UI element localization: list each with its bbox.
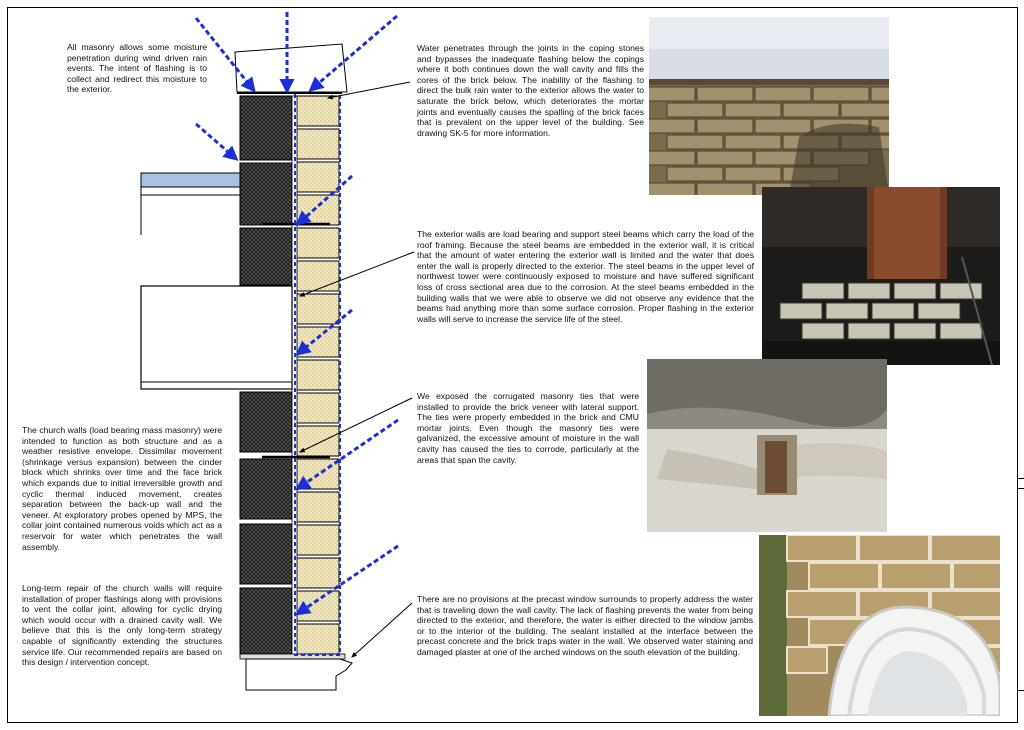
photo-arched-window (759, 535, 1000, 716)
photo-steel-beam (762, 187, 1000, 365)
steel-beam-box (141, 286, 292, 389)
cmu-block (240, 96, 292, 160)
note-long-term-repair: Long-term repair of the church walls will require installation of proper flashings along with provisions to vent the collar joint, allowing for cyclic drying which would occur with a drained cavity wall. We believe that this is the only long-term strategy capable of significantly extending the structures service life. Our recommended repairs are based on this design / intervention concept. (22, 583, 222, 668)
photo-masonry-ties (647, 359, 887, 532)
roof-band (141, 173, 240, 187)
note-masonry-ties: We exposed the corrugated masonry ties that were installed to provide the brick veneer with lateral support. The ties were properly embedded in the brick and CMU mortar joints. Even though the masonry ties were galvanized, the excessive amount of moisture in the wall cavity has caused the ties to corrode, particularly at the areas that span the cavity. (417, 391, 639, 465)
cmu-block (240, 524, 292, 584)
coping-stone (235, 44, 347, 92)
note-church-walls: The church walls (load bearing mass masonry) were intended to function as both structure and as a weather resistive envelope. Dissimilar movement (shrinkage versus expansion) between the cinder block which shrinks over time and the face brick which expands due to initial irreversible growth and cyclic thermal induced movement, creates separation between the back-up wall and the veneer. At exploratory probes opened by MPS, the collar joint contained numerous voids which act as a reservoir for water which penetrates the wall assembly. (22, 425, 222, 552)
photo-coping-brick (649, 17, 889, 195)
cmu-block (240, 228, 292, 285)
cmu-block (240, 392, 292, 452)
note-steel-beams: The exterior walls are load bearing and support steel beams which carry the load of the roof framing. Because the steel beams are embedded in the exterior wall, it is critical that the amount of water entering the exterior wall is limited and the water that does enter the wall is properly directed to the exterior. The steel beams in the upper level of northwest tower were continuously exposed to moisture and have suffered significant loss of cross sectional area due to the corrosion. At the steel beams embedded in the building walls that we were able to observe we did not observe any evidence that the beams had anything more than some surface corrosion. Proper flashing in the exterior walls will serve to increase the service life of the steel. (417, 229, 754, 324)
note-coping-water: Water penetrates through the joints in the coping stones and bypasses the inadequate flashing below the copings where it both continues down the wall cavity and fills the cores of the brick below. The inability of the flashing to direct the bulk rain water to the exterior allows the water to saturate the brick below, which deteriorates the mortar joints and eventually causes the spalling of the brick faces that is prevalent on the upper level of the building. See drawing SK-5 for more information. (417, 43, 644, 138)
note-masonry-moisture: All masonry allows some moisture penetration during wind driven rain events. The intent of flashing is to collect and redirect this moisture to the exterior. (67, 42, 207, 95)
cmu-block (240, 459, 292, 519)
cmu-block (240, 588, 292, 654)
note-precast-window: There are no provisions at the precast window surrounds to properly address the water that is traveling down the wall cavity. The lack of flashing prevents the water from being directed to the exterior, and therefore, the water is either directed to the window jambs or to the interior of the building. The sealant installed at the interface between the precast concrete and the brick traps water in the wall. We observed water staining and damaged plaster at one of the arched windows on the south elevation of the building. (417, 594, 753, 657)
cmu-block (240, 163, 292, 225)
